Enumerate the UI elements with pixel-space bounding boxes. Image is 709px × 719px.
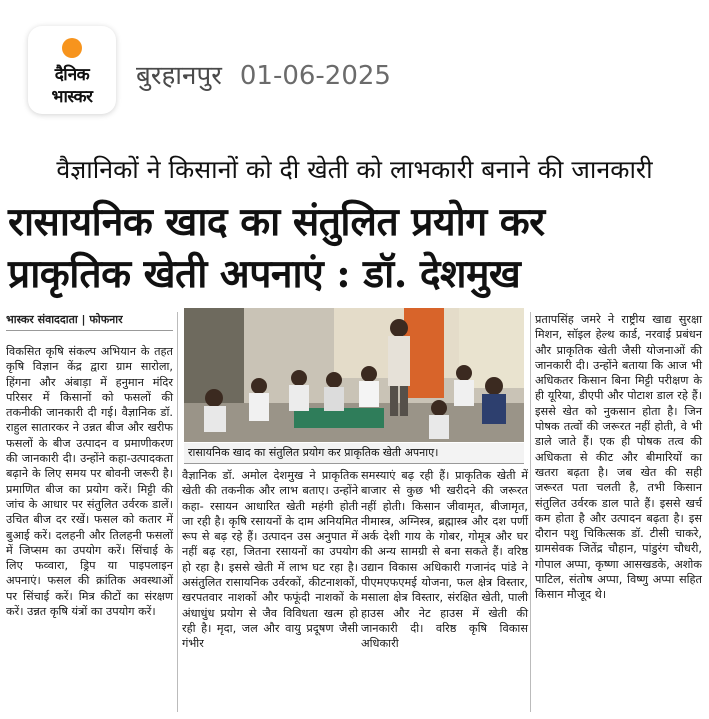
logo-text-line2: भास्कर — [51, 87, 93, 107]
logo-text-line1: दैनिक — [54, 65, 90, 85]
article-column-4: प्रतापसिंह जमरे ने राष्ट्रीय खाद्य सुरक्षा मिशन, सॉइल हेल्थ कार्ड, नरवाई प्रबंधन और प्राकृतिक खेती जैसी योजनाओं की जानकारी दी। उन्होंने बताया कि आज भी अधिकतर किसान बिना मिट्टी परीक्षण के ही यूरिया, डीएपी और पोटाश डाल रहे हैं। इससे खेत को नुकसान होता है। जिन पोषक तत्वों की जरूरत नहीं होती, वे भी डाले जाते हैं। एक ही पोषक तत्व की अधिकता से कीट और बीमारियों का खतरा बढ़ता है। जब खेत की सही जरूरत पता चलती है, तभी किसान संतुलित उर्वरक डाल पाते हैं। इससे खर्च कम होता है और उत्पादन बढ़ता है। इस दौरान पशु चिकित्सक डॉ. टीसी चाकरे, ग्रामसेवक जितेंद्र चौहान, पांडुरंग चौधरी, गोपाल अप्पा, कृष्णा आसखडके, अशोक पाटिल, संतोष अप्पा, विष्णु अप्पा सहित किसान मौजूद थे। — [535, 313, 702, 602]
edition-date: 01-06-2025 — [239, 61, 391, 91]
photo-caption — [184, 443, 524, 464]
page-header — [0, 0, 709, 140]
edition-meta — [136, 56, 391, 92]
edition-city: बुरहानपुर — [136, 61, 222, 91]
sun-icon — [62, 38, 82, 58]
byline: भास्कर संवाददाता | फोफनार — [6, 312, 173, 331]
headline-line1: रासायनिक खाद का संतुलित प्रयोग कर — [8, 199, 545, 245]
article-column-2: वैज्ञानिक डॉ. अमोल देशमुख ने प्राकृतिक खेती की तकनीक और लाभ बताए। उन्होंने कहा- रसायन आधारित खेती महंगी होती जा रही है। कृषि रसायनों के दाम अनियमित रूप से बढ़ रहे हैं। उत्पादन उस अनुपात में नहीं बढ़ रहा, जितना रसायनों का उपयोग हो रहा है। इससे खेती में लाभ घट रहा है। असंतुलित रासायनिक उर्वरकों, कीटनाशकों, खरपतवार नाशकों और फफूंदी नाशकों के अंधाधुंध प्रयोग से जैव विविधता खत्म हो रही है। मृदा, जल और वायु प्रदूषण जैसी गंभीर — [182, 469, 358, 651]
photo-caption-text: रासायनिक खाद का संतुलित प्रयोग कर प्राकृतिक खेती अपनाए। — [188, 446, 439, 459]
column-divider — [177, 312, 178, 712]
article-column-3: समस्याएं बढ़ रही हैं। प्राकृतिक खेती में बाजार से कुछ भी खरीदने की जरूरत नहीं होती। किसान जीवामृत, बीजामृत, नीमास्त्र, अग्निस्त्र, ब्रह्मास्त्र और दश पर्णी अर्क देशी गाय के गोबर, गोमूत्र और घर की अन्य सामग्री से बना सकते हैं। वरिष्ठ उद्यान विकास अधिकारी गजानंद पांडे ने पीएमएफएमई योजना, फल क्षेत्र विस्तार, मसाला क्षेत्र विस्तार, संरक्षित खेती, पाली हाउस और नेट हाउस में खेती की जानकारी दी। वरिष्ठ कृषि विकास अधिकारी — [361, 469, 528, 651]
farmers-meeting-photo — [184, 308, 524, 442]
dainik-bhaskar-logo[interactable] — [28, 26, 116, 114]
column-divider — [530, 312, 531, 712]
headline-line2: प्राकृतिक खेती अपनाएं : डॉ. देशमुख — [8, 251, 521, 297]
article-column-1: विकसित कृषि संकल्प अभियान के तहत कृषि विज्ञान केंद्र द्वारा ग्राम सारोला, हिंगना और अंबाड़ा में हनुमान मंदिर परिसर में किसानों को फसलों की तकनीकी जानकारी दी गई। वैज्ञानिक डॉ. राहुल सातारकर ने उन्नत बीज और खरीफ फसलों के बीज उत्पादन व प्रमाणीकरण की जानकारी दी। उन्होंने कहा-उत्पादकता बढ़ाने के लिए समय पर बोवनी जरूरी है। प्रमाणित बीज का प्रयोग करें। मिट्टी की जांच के आधार पर संतुलित उर्वरक डालें। उचित बीज दर रखें। फसल को कतार में बुआई करें। दलहनी और तिलहनी फसलों में जिप्सम का उपयोग करें। सिंचाई के लिए फव्वारा, ड्रिप या पाइपलाइन अपनाएं। फसल की क्रांतिक अवस्थाओं पर सिंचाई करें। मित्र कीटों का संरक्षण करें। उन्नत कृषि यंत्रों का उपयोग करें। — [6, 345, 173, 619]
article-kicker: वैज्ञानिकों ने किसानों को दी खेती को लाभकारी बनाने की जानकारी — [56, 155, 653, 184]
article-photo — [184, 308, 524, 442]
